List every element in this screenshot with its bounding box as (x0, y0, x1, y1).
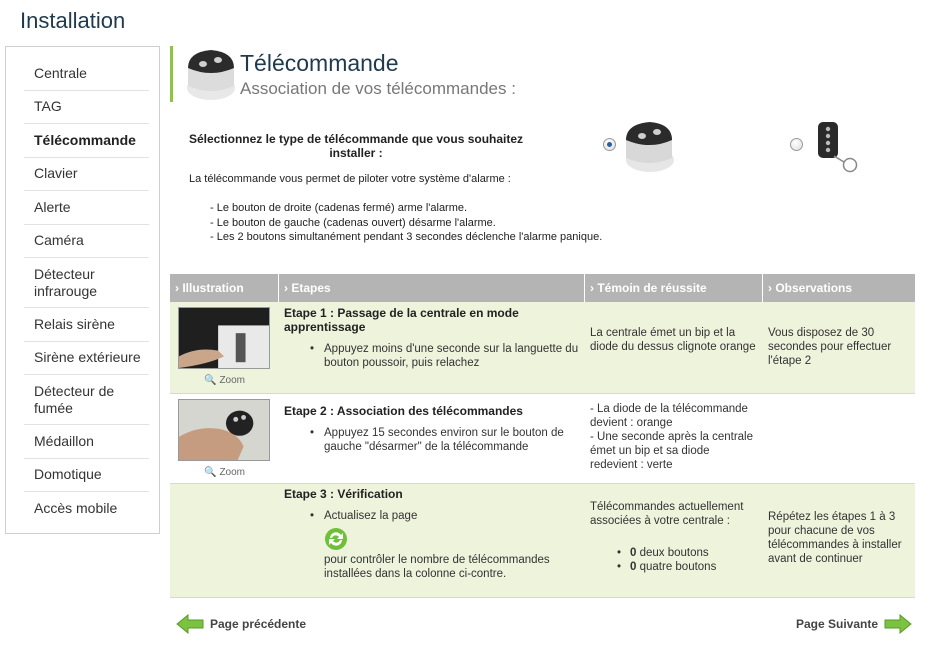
column-header-etapes: › Etapes (279, 274, 585, 302)
sidebar-item-label: Caméra (34, 232, 84, 249)
sidebar-item-label: Domotique (34, 466, 102, 483)
sidebar-item-label: Détecteur de fumée (34, 382, 115, 416)
table-header (170, 274, 915, 302)
sidebar-item-tag[interactable] (24, 91, 149, 125)
sidebar-nav (5, 46, 160, 534)
column-header-temoin: › Témoin de réussite (585, 274, 763, 302)
next-page-link[interactable] (796, 614, 912, 634)
table-row (170, 484, 915, 598)
step-title: Etape 3 : Vérification (284, 487, 403, 501)
list-item: • Appuyez moins d'une seconde sur la languette du bouton poussoir, puis relachez (324, 342, 580, 370)
step-instructions (284, 426, 580, 454)
list-item: • Appuyez 15 secondes environ sur le bouton de gauche "désarmer" de la télécommande (324, 426, 580, 454)
remote-type-label: Sélectionnez le type de télécommande que vous souhaitez installer : (188, 132, 524, 160)
arrow-right-icon (884, 614, 912, 634)
sidebar-item-sirene-exterieure[interactable] (24, 342, 149, 376)
remote-functions-list (210, 201, 602, 245)
sidebar-item-label: Centrale (34, 64, 87, 81)
witness-intro: Télécommandes actuellement associées à votre centrale : (590, 501, 744, 527)
zoom-icon: 🔍 (204, 375, 217, 386)
sidebar-item-clavier[interactable] (24, 158, 149, 192)
witness-line: - La diode de la télécommande devient : orange (590, 403, 748, 429)
count-label: quatre boutons (636, 561, 717, 573)
illustration-cell (170, 484, 279, 597)
illustration-cell (170, 302, 279, 393)
next-page-label: Page Suivante (795, 617, 878, 631)
refresh-icon[interactable] (324, 527, 348, 551)
count-label: deux boutons (636, 547, 709, 559)
list-item: - Le bouton de gauche (cadenas ouvert) désarme l'alarme. (210, 216, 496, 229)
column-header-illustration: › Illustration (170, 274, 279, 302)
steps-table (170, 274, 915, 598)
accent-bar (170, 46, 173, 102)
remote-in-hand-photo (178, 399, 270, 461)
observation-cell: Répétez les étapes 1 à 3 pour chacune de vos télécommandes à installer avant de continuer (768, 511, 902, 565)
sidebar-item-centrale[interactable] (24, 57, 149, 91)
illustration-cell (170, 394, 279, 483)
step-title: Etape 1 : Passage de la centrale en mode apprentissage (284, 306, 519, 334)
sidebar-item-detecteur-fumee[interactable] (24, 375, 149, 425)
list-item: - Les 2 boutons simultanément pendant 3 secondes déclenche l'alarme panique. (210, 231, 603, 243)
sidebar-item-label: Médaillon (34, 432, 94, 449)
sidebar-item-telecommande[interactable] (24, 124, 149, 158)
sidebar-item-camera[interactable] (24, 225, 149, 259)
intro-text: La télécommande vous permet de piloter votre système d'alarme : (189, 173, 511, 185)
zoom-icon: 🔍 (204, 467, 217, 478)
step-instructions (284, 509, 580, 581)
arrow-left-icon (176, 614, 204, 634)
sidebar-item-detecteur-infrarouge[interactable] (24, 258, 149, 308)
sidebar-item-acces-mobile[interactable] (24, 492, 149, 526)
table-row (170, 394, 915, 484)
step-cell (279, 394, 585, 483)
zoom-link[interactable] (204, 374, 245, 388)
section-subtitle: Association de vos télécommandes : (240, 79, 516, 98)
list-item (630, 546, 758, 560)
list-item: - Le bouton de droite (cadenas fermé) arme l'alarme. (210, 202, 468, 214)
count-value: 0 (630, 547, 637, 559)
refresh-instruction: Actualisez la page (324, 510, 418, 522)
sidebar-item-label: Télécommande (34, 131, 136, 148)
remote-two-button-icon (185, 46, 237, 102)
sidebar-item-relais-sirene[interactable] (24, 308, 149, 342)
list-item (324, 509, 580, 581)
sidebar-item-domotique[interactable] (24, 459, 149, 493)
refresh-explanation: pour contrôler le nombre de télécommandes installées dans la colonne ci-contre. (324, 554, 550, 580)
sidebar-item-label: Clavier (34, 165, 78, 182)
sidebar-item-label: Détecteur infrarouge (34, 265, 98, 299)
observation-cell: Vous disposez de 30 secondes pour effectuer l'étape 2 (768, 327, 892, 367)
sidebar-item-medaillon[interactable] (24, 425, 149, 459)
page-title: Installation (20, 8, 126, 33)
sidebar-item-label: Accès mobile (34, 500, 118, 517)
sidebar-item-label: TAG (34, 98, 62, 115)
remote-two-button-icon (620, 120, 676, 174)
step-cell (279, 302, 585, 393)
radio-two-button-remote[interactable] (603, 138, 616, 151)
step-cell (279, 484, 585, 597)
list-item (630, 560, 758, 574)
observation-cell (763, 394, 915, 483)
witness-cell: La centrale émet un bip et la diode du dessus clignote orange (590, 327, 756, 353)
zoom-label: Zoom (219, 375, 246, 386)
step-title: Etape 2 : Association des télécommandes (284, 404, 523, 418)
remote-four-button-keyfob-icon (812, 120, 860, 174)
sidebar-item-alerte[interactable] (24, 191, 149, 225)
step-instructions (284, 342, 580, 370)
witness-line: - Une seconde après la centrale émet un bip et sa diode redevient : verte (590, 431, 754, 471)
sidebar-item-label: Relais sirène (34, 315, 115, 332)
witness-cell (585, 484, 763, 597)
sidebar-item-label: Sirène extérieure (34, 349, 141, 366)
section-title: Télécommande (240, 50, 399, 76)
previous-page-link[interactable] (176, 614, 306, 634)
remote-counts (590, 546, 758, 574)
table-row (170, 302, 915, 394)
zoom-link[interactable] (204, 466, 245, 480)
column-header-observations: › Observations (768, 281, 853, 295)
witness-cell (585, 394, 763, 483)
central-button-photo (178, 307, 270, 369)
zoom-label: Zoom (219, 467, 246, 478)
count-value: 0 (630, 561, 637, 573)
radio-four-button-remote[interactable] (790, 138, 803, 151)
sidebar-item-label: Alerte (34, 198, 71, 215)
previous-page-label: Page précédente (210, 617, 307, 631)
